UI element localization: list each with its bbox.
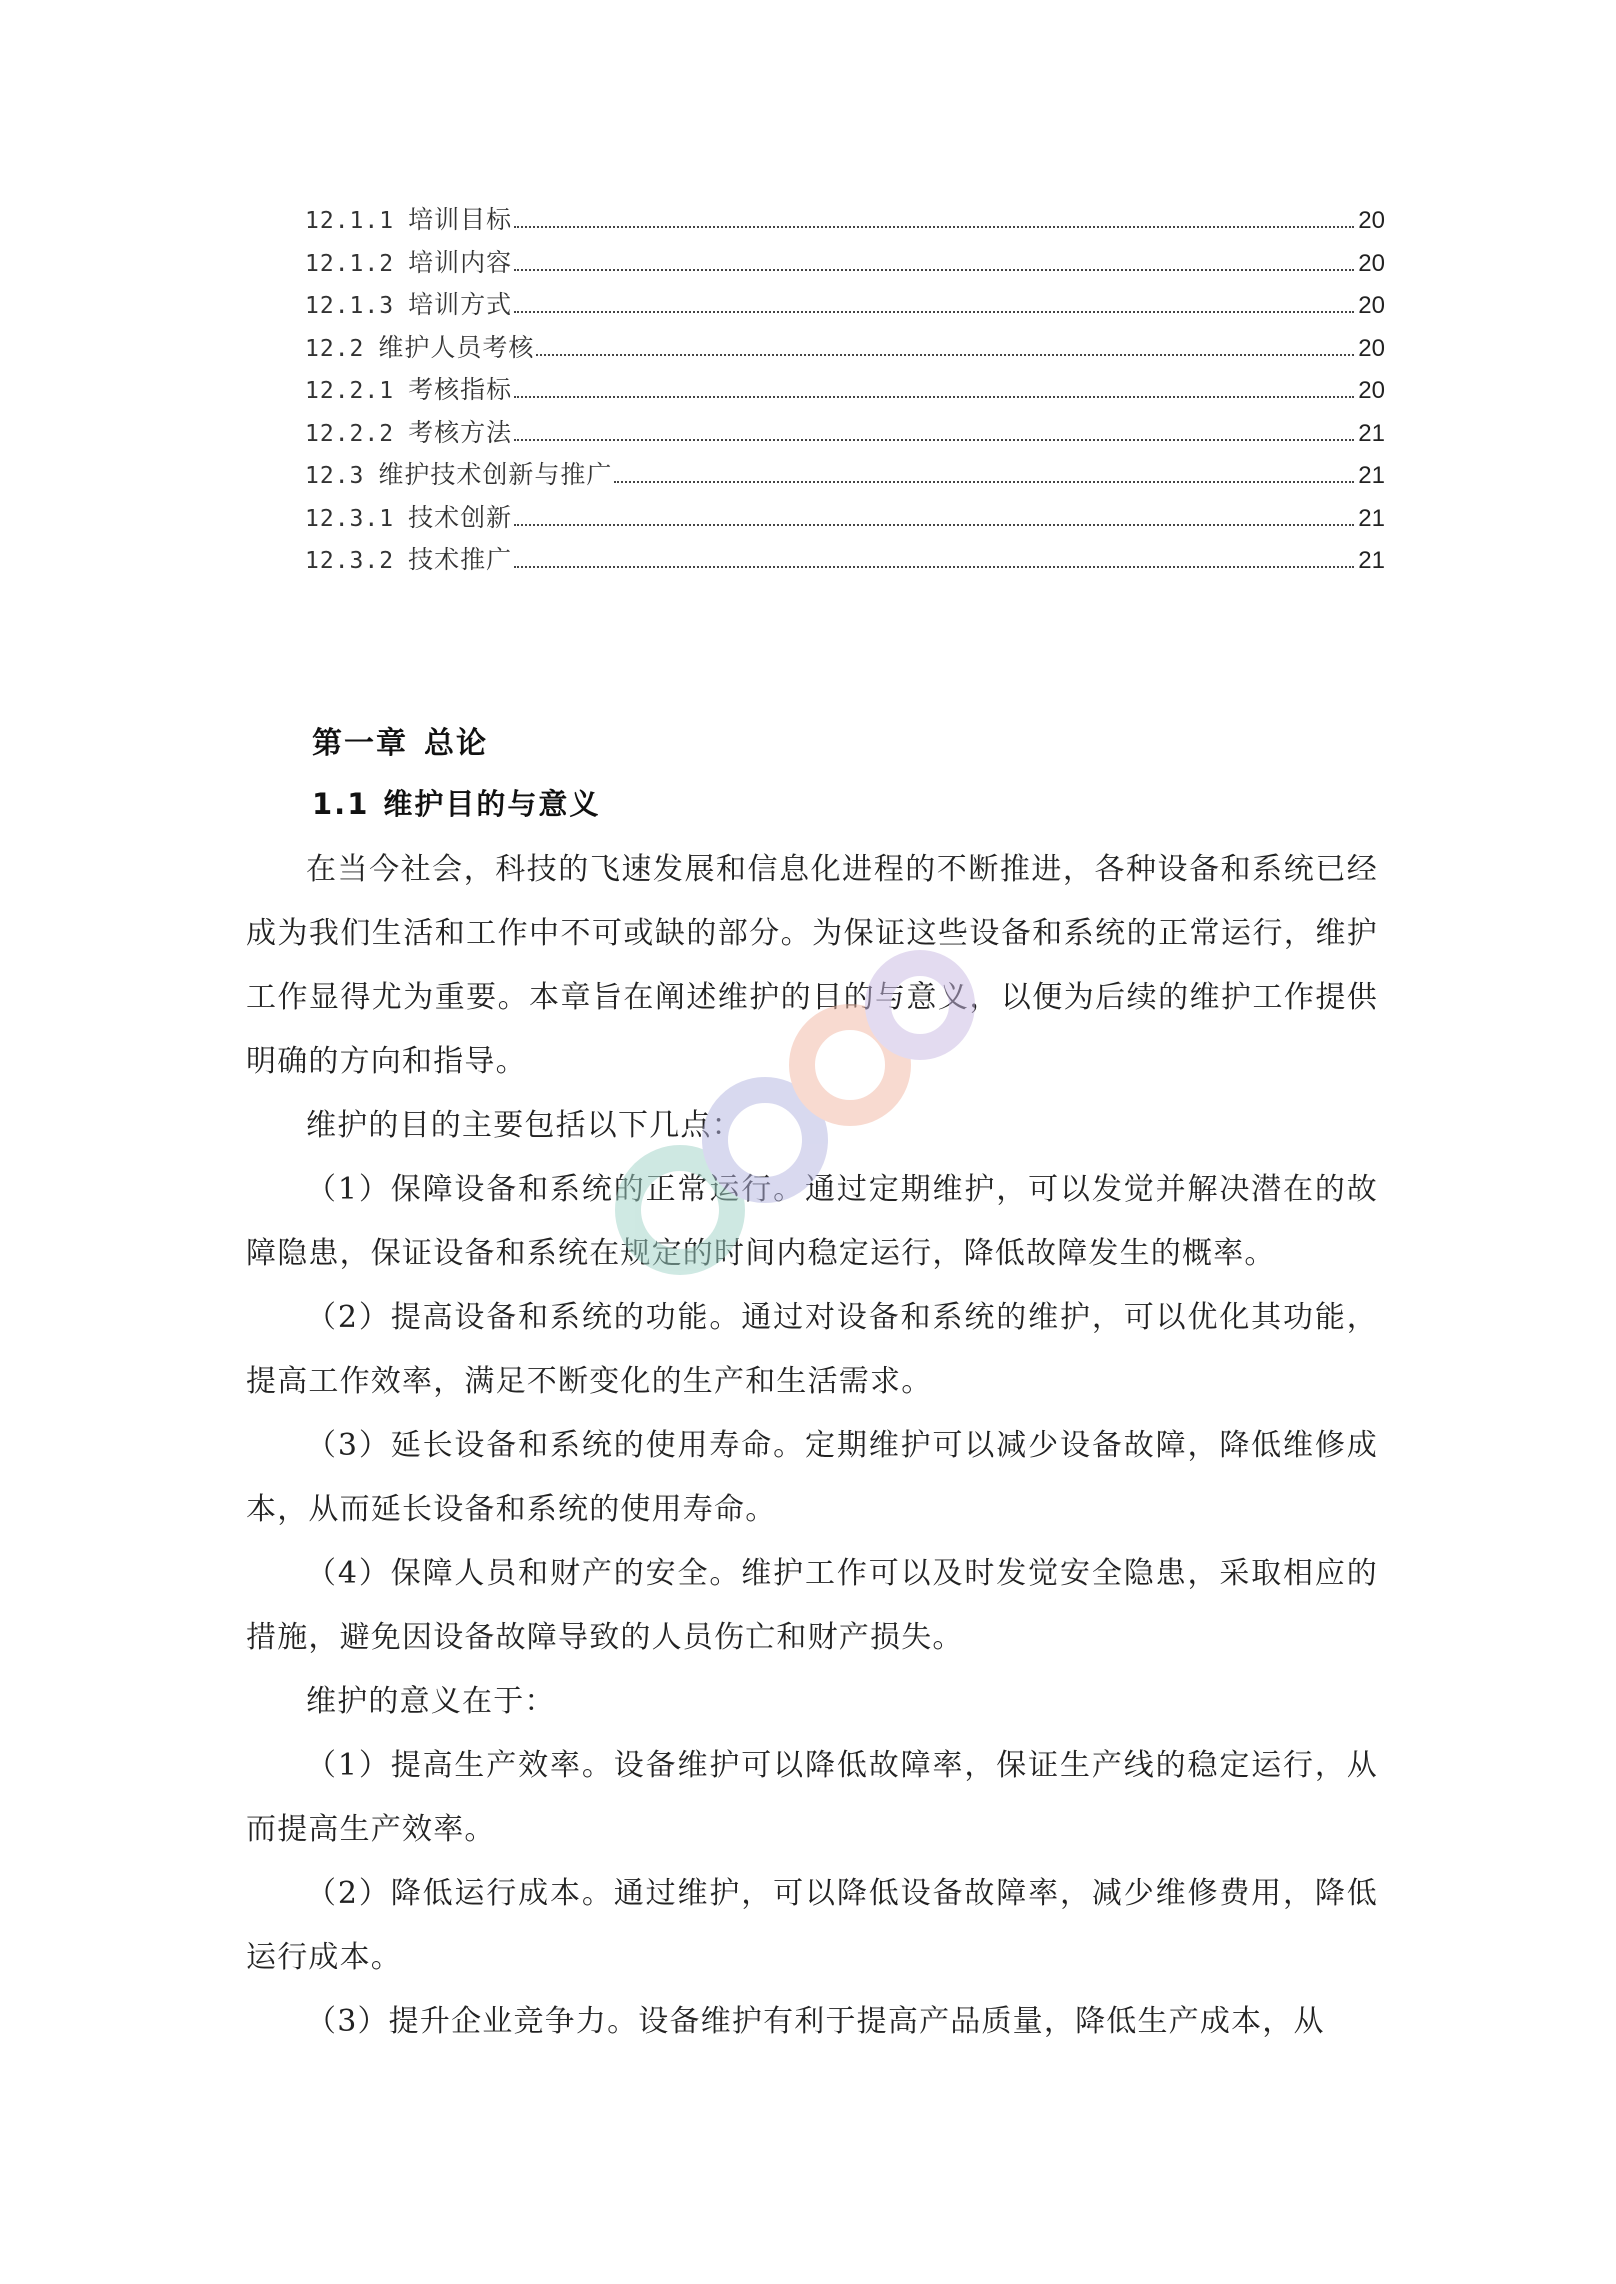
section-heading: [312, 782, 600, 823]
toc-entry-title: 培训目标: [408, 205, 513, 234]
toc-entry-number: 12.1.1: [305, 208, 395, 234]
toc-entry[interactable]: [305, 328, 1385, 371]
toc-entry-title: 考核指标: [408, 375, 513, 404]
toc-entry[interactable]: [305, 200, 1385, 243]
paragraph: （3）提升企业竞争力。设备维护有利于提高产品质量，降低生产成本，从: [306, 2004, 1325, 2039]
toc-leader-dots: [514, 310, 1354, 313]
toc-entry-page: 21: [1358, 504, 1385, 532]
paragraph: （1）提高生产效率。设备维护可以降低故障率，保证生产线的稳定运行，从而提高生产效率。: [246, 1748, 1378, 1847]
toc-entry-title: 维护人员考核: [378, 332, 535, 362]
paragraph: （2）提高设备和系统的功能。通过对设备和系统的维护，可以优化其功能，提高工作效率，满足不断变化的生产和生活需求。: [246, 1300, 1378, 1399]
toc-entry-page: 21: [1358, 547, 1385, 574]
section-title: 维护目的与意义: [383, 787, 601, 821]
toc-entry-title: 技术推广: [408, 545, 513, 574]
toc-entry[interactable]: [305, 455, 1385, 498]
toc-leader-dots: [514, 225, 1354, 228]
toc-entry-page: 20: [1358, 334, 1385, 362]
toc-entry-title: 培训方式: [408, 290, 513, 319]
toc-entry-number: 12.2.2: [305, 420, 395, 447]
toc-leader-dots: [536, 353, 1354, 356]
toc-entry-page: 20: [1358, 207, 1385, 234]
toc-leader-dots: [514, 523, 1354, 526]
toc-entry[interactable]: [305, 413, 1385, 456]
toc-entry-number: 12.3: [305, 463, 365, 489]
paragraph: （2）降低运行成本。通过维护，可以降低设备故障率，减少维修费用，降低运行成本。: [246, 1876, 1378, 1975]
paragraph: （3）延长设备和系统的使用寿命。定期维护可以减少设备故障，降低维修成本，从而延长设备和系统的使用寿命。: [246, 1428, 1378, 1527]
paragraph: 在当今社会，科技的飞速发展和信息化进程的不断推进，各种设备和系统已经成为我们生活和工作中不可或缺的部分。为保证这些设备和系统的正常运行，维护工作显得尤为重要。本章旨在阐述维护的目的与意义，以便为后续的维护工作提供明确的方向和指导。: [246, 852, 1378, 1079]
toc-entry-number: 12.2.1: [305, 378, 395, 404]
toc-entry-page: 21: [1358, 462, 1385, 489]
chapter-heading: [312, 718, 488, 762]
toc-entry[interactable]: [305, 498, 1385, 541]
toc-leader-dots: [614, 480, 1354, 483]
body-text: [246, 838, 1378, 2054]
toc-leader-dots: [514, 438, 1354, 441]
paragraph: （4）保障人员和财产的安全。维护工作可以及时发觉安全隐患，采取相应的措施，避免因设备故障导致的人员伤亡和财产损失。: [246, 1556, 1378, 1655]
toc-entry[interactable]: [305, 370, 1385, 413]
toc-entry-number: 12.3.2: [305, 548, 395, 574]
toc-leader-dots: [514, 395, 1354, 398]
toc-entry-page: 20: [1358, 292, 1385, 319]
section-number: 1.1: [312, 787, 370, 821]
toc-entry-number: 12.1.2: [305, 250, 395, 277]
toc-entry-title: 培训内容: [408, 247, 513, 277]
toc-entry[interactable]: [305, 540, 1385, 583]
chapter-title: 总论: [424, 726, 488, 761]
paragraph: 维护的目的主要包括以下几点：: [306, 1108, 743, 1143]
toc-entry-title: 维护技术创新与推广: [378, 460, 613, 489]
toc-leader-dots: [514, 268, 1354, 271]
toc-leader-dots: [514, 565, 1354, 568]
toc-entry[interactable]: [305, 285, 1385, 328]
toc-entry-page: 20: [1358, 377, 1385, 404]
toc-entry[interactable]: [305, 243, 1385, 286]
paragraph: 维护的意义在于：: [306, 1684, 556, 1719]
toc-entry-number: 12.3.1: [305, 505, 395, 532]
toc-entry-title: 考核方法: [408, 417, 513, 447]
toc-entry-page: 21: [1358, 419, 1385, 447]
toc-entry-number: 12.1.3: [305, 293, 395, 319]
toc-entry-title: 技术创新: [408, 502, 513, 532]
toc-entry-page: 20: [1358, 249, 1385, 277]
chapter-label: 第一章: [312, 726, 408, 761]
table-of-contents: [305, 200, 1385, 583]
paragraph: （1）保障设备和系统的正常运行。通过定期维护，可以发觉并解决潜在的故障隐患，保证设备和系统在规定的时间内稳定运行，降低故障发生的概率。: [246, 1172, 1378, 1271]
toc-entry-number: 12.2: [305, 335, 365, 362]
